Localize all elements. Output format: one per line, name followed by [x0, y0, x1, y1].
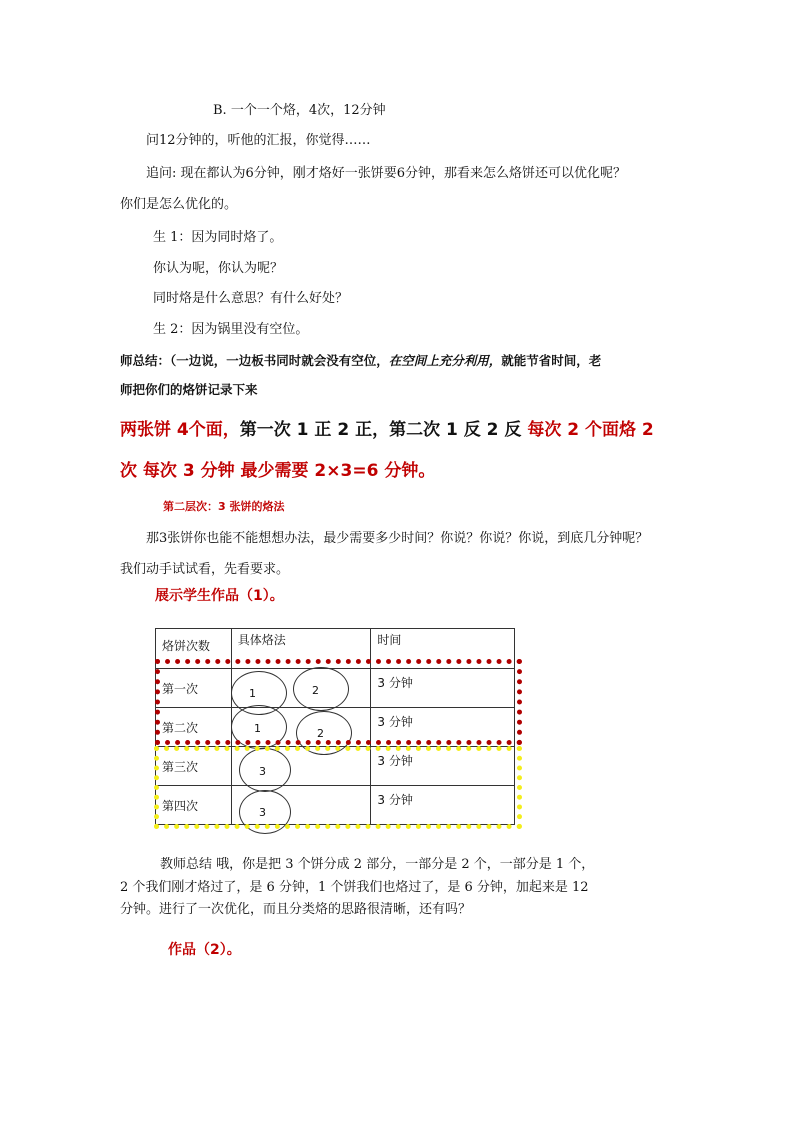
row-time: 3 分钟: [371, 669, 515, 708]
teacher-summary-2: 教师总结 哦，你是把 3 个饼分成 2 部分，一部分是 2 个，一部分是 1 个，: [160, 857, 595, 872]
show-work-1-heading: 展示学生作品（1）。: [155, 588, 284, 604]
text-line: 我们动手试试看，先看要求。: [120, 562, 290, 577]
text-line: 追问: 现在都认为6分钟，刚才烙好一张饼要6分钟，那看来怎么烙饼还可以优化呢？: [146, 166, 627, 181]
header-method: 具体烙法: [231, 629, 371, 669]
cake-number: 1: [249, 687, 256, 700]
summary-part: 师总结：（一边说，一边板书同时就会没有空位，: [120, 353, 389, 368]
key-statement-cont: 次 每次 3 分钟 最少需要 2×3=6 分钟。: [120, 461, 436, 481]
show-work-2-heading: 作品（2）。: [168, 942, 241, 958]
cake-number: 2: [317, 727, 324, 740]
row-time: 3 分钟: [371, 708, 515, 747]
summary-part: 就能节省时间，老: [501, 353, 602, 368]
text-line: 问12分钟的，听他的汇报，你觉得……: [146, 133, 371, 148]
key-black-part: 第一次 1 正 2 正，第二次 1 反 2 反: [239, 420, 522, 440]
key-statement: [120, 418, 654, 442]
key-red-part: 两张饼 4个面，: [120, 420, 240, 440]
row-time: 3 分钟: [371, 747, 515, 786]
header-time: 时间: [371, 629, 515, 669]
teacher-summary-2: 分钟。进行了一次优化，而且分类烙的思路很清晰，还有吗？: [120, 902, 472, 917]
teacher-summary-2: 2 个我们刚才烙过了，是 6 分钟，1 个饼我们也烙过了，是 6 分钟，加起来是 12: [120, 880, 589, 895]
row-label: 第二次: [156, 708, 232, 747]
row-label: 第四次: [156, 786, 232, 825]
text-line: 你们是怎么优化的。: [120, 197, 238, 212]
header-count: 烙饼次数: [156, 629, 232, 669]
text-line: 同时烙是什么意思？有什么好处？: [153, 291, 349, 306]
text-line: 你认为呢，你认为呢？: [153, 261, 284, 276]
key-red-part: 每次 2 个面烙 2: [521, 420, 654, 440]
cake-number: 3: [259, 765, 266, 778]
teacher-summary-line: [120, 352, 601, 370]
text-line: 那3张饼你也能不能想想办法，最少需要多少时间？你说？你说？你说，到底几分钟呢？: [146, 531, 649, 546]
cake-number: 3: [259, 806, 266, 819]
row-label: 第一次: [156, 669, 232, 708]
section-heading: 第二层次：3 张饼的烙法: [163, 500, 285, 513]
group-highlight-red: [155, 659, 522, 745]
summary-emphasis: 在空间上充分利用，: [388, 353, 502, 368]
text-line: 生 1：因为同时烙了。: [153, 230, 283, 245]
cake-number: 2: [312, 684, 319, 697]
summary-continuation: 师把你们的烙饼记录下来: [120, 382, 258, 397]
option-b-line: B. 一个一个烙，4次，12分钟: [213, 103, 386, 118]
group-highlight-yellow: [154, 746, 522, 829]
row-label: 第三次: [156, 747, 232, 786]
text-line: 生 2：因为锅里没有空位。: [153, 322, 309, 337]
row-time: 3 分钟: [371, 786, 515, 825]
cake-number: 1: [254, 722, 261, 735]
